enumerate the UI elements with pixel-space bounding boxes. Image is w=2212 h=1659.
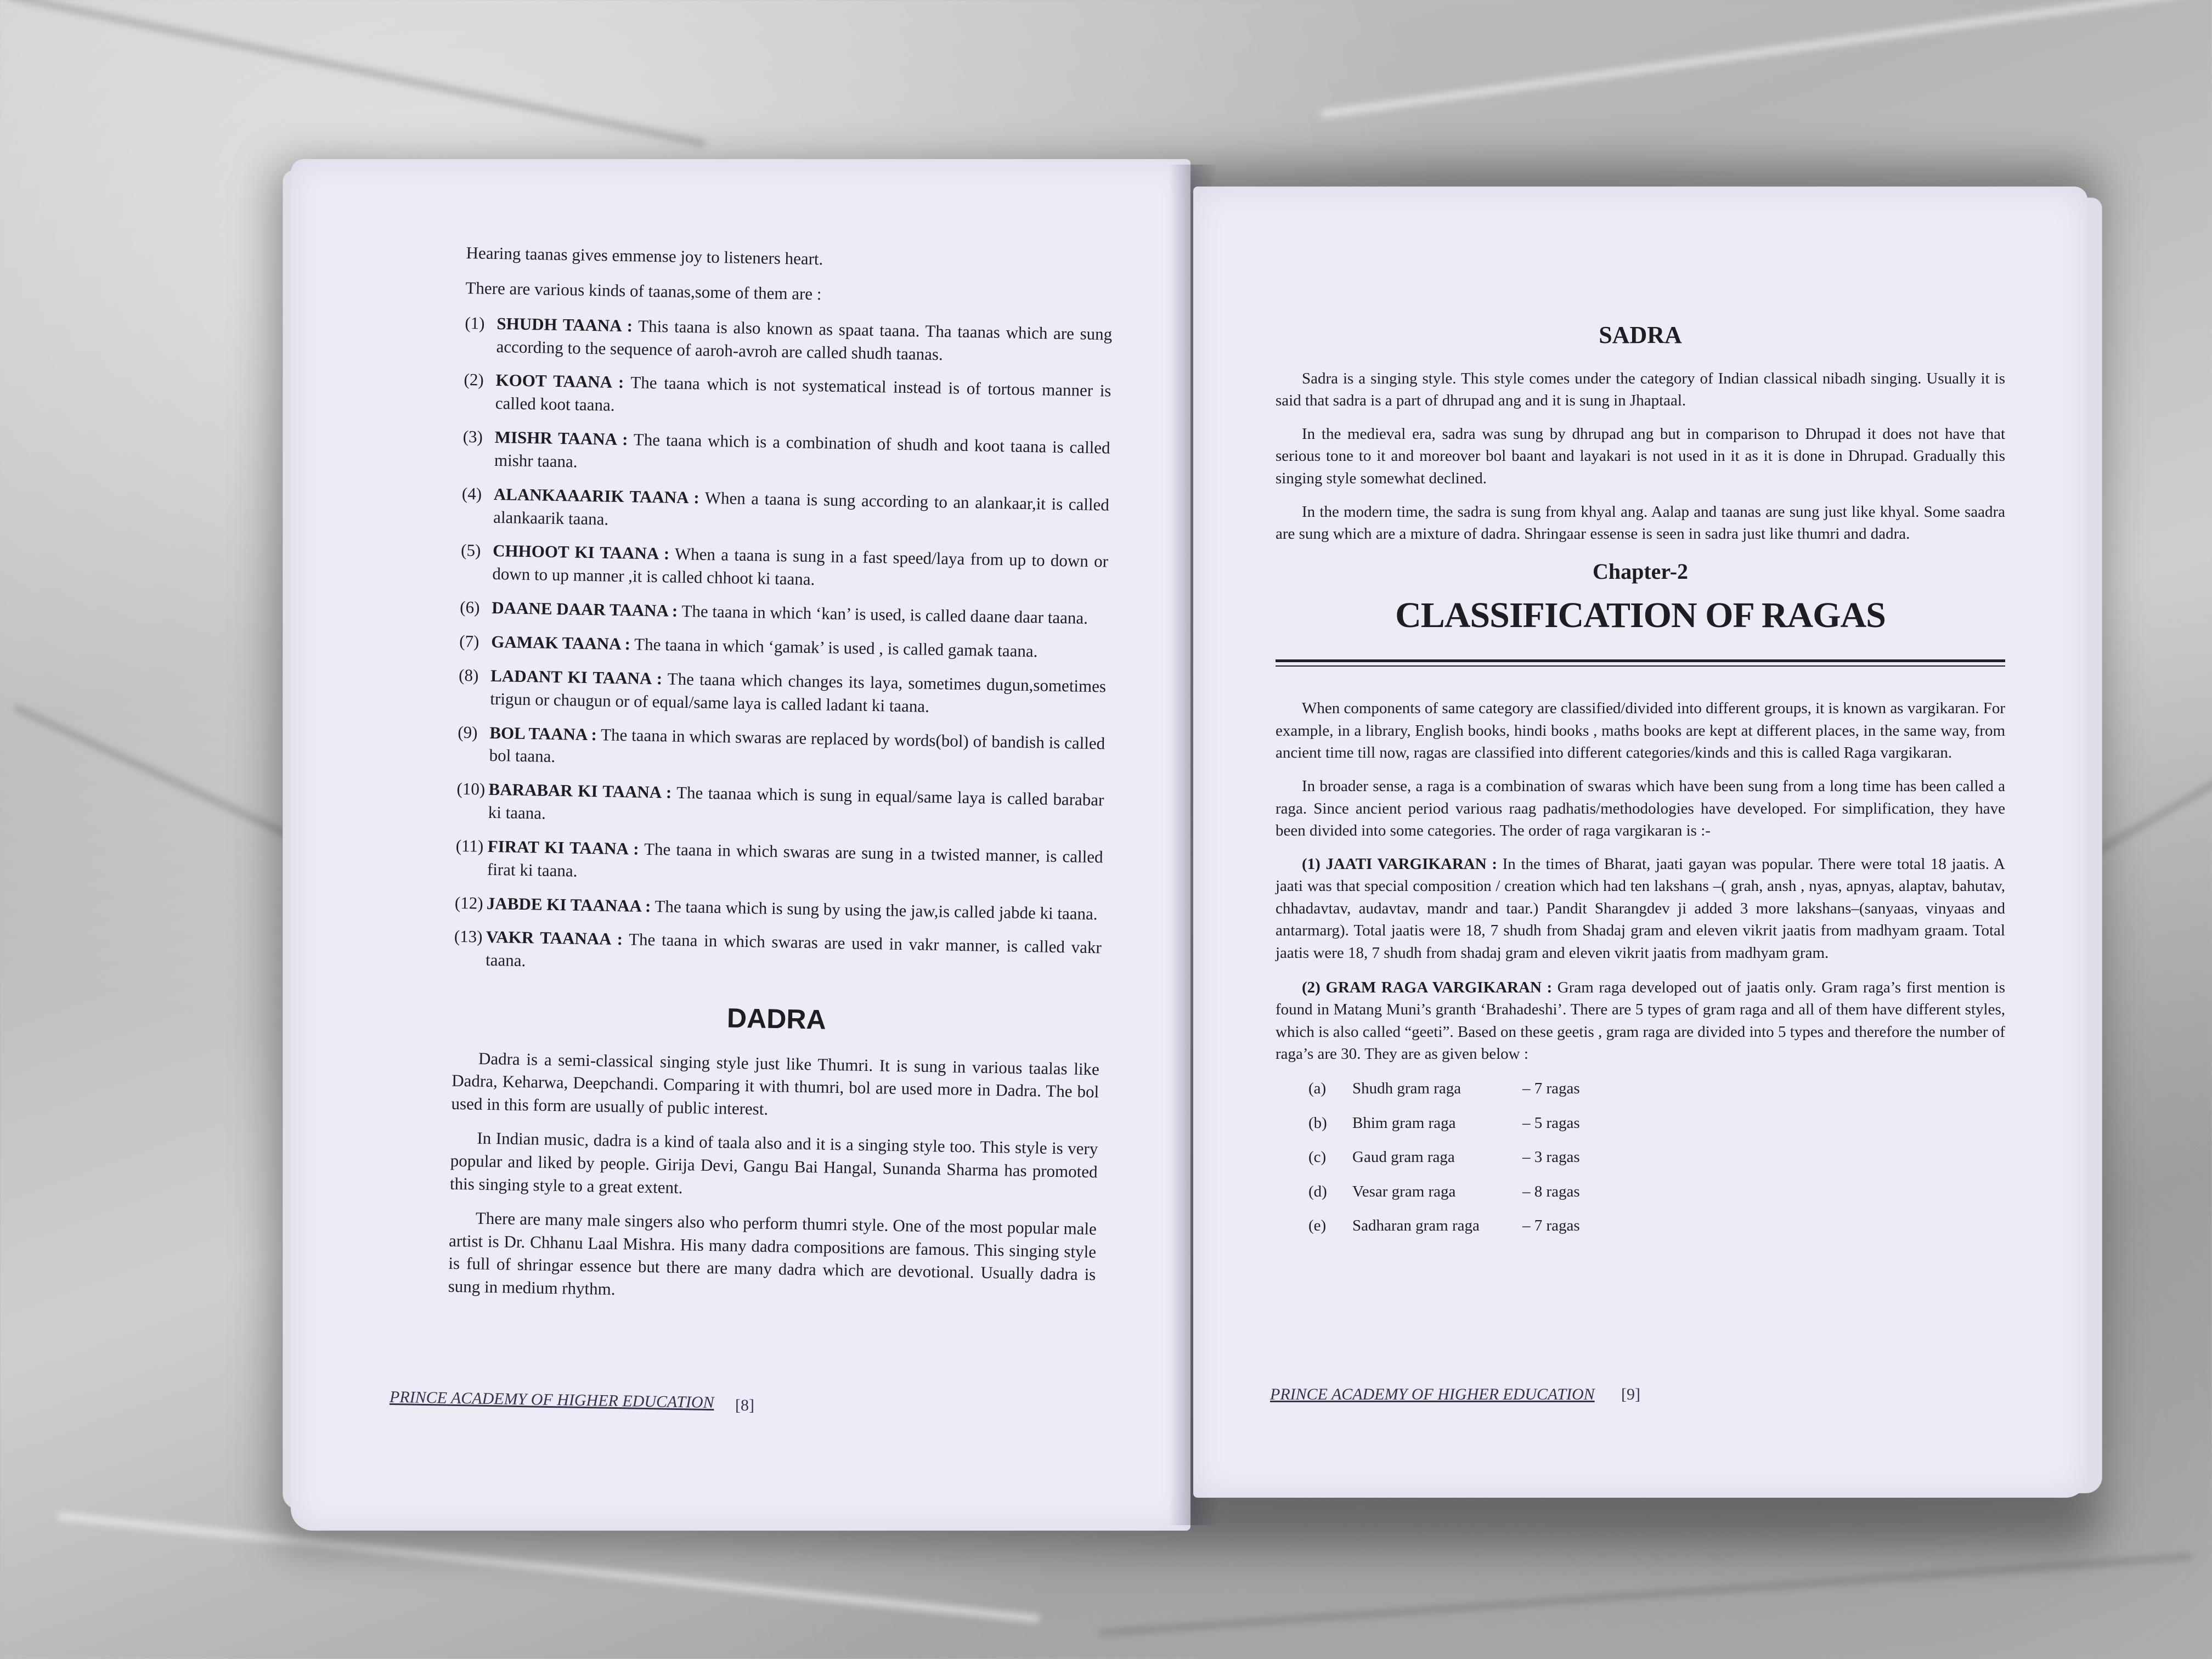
section-title-sadra: SADRA — [1599, 321, 1682, 348]
item-text — [492, 539, 1108, 596]
sadra-paragraph: In the medieval era, sadra was sung by dhrupad ang but in comparison to Dhrupad it does not have that serious tone to it and moreover bol baant and layakari is not used in it as it is done in Dhrupad. Gradually this singing style somewhat declined. — [1276, 425, 2005, 487]
item-key: (a) — [1308, 1080, 1327, 1098]
dadra-paragraph: Dadra is a semi-classical singing style just like Thumri. It is sung in various taalas like Dadra, Keharwa, Deepchandi. Comparing it with thumri, bol are used more in Dadra. The bol used in this form are usually of public interest. — [451, 1048, 1100, 1119]
item-key: (e) — [1308, 1217, 1327, 1235]
intro-line: Hearing taanas gives emmense joy to listeners heart. — [466, 242, 823, 269]
marble-vein — [7, 0, 707, 148]
list-item — [1308, 1181, 2005, 1203]
item-text — [491, 630, 1107, 664]
dadra-paragraph: There are many male singers also who perform thumri style. One of the most popular male artist is Dr. Chhanu Laal Mishra. His many dadra compositions are famous. This singing style is full of shringar essence but there are many dadra which are devotional. Usually dadra is sung in medium rhythm. — [448, 1208, 1097, 1299]
item-term: BOL TAANA : — [489, 723, 597, 744]
item-desc: When a taana is sung according to an alankaar,it is called alankaarik taana. — [493, 488, 1110, 529]
item-name: Shudh gram raga — [1352, 1080, 1462, 1098]
item-key: (c) — [1308, 1148, 1327, 1166]
list-item — [454, 925, 1102, 982]
sadra-paragraph: Sadra is a singing style. This style comes under the category of Indian classical nibadh singing. Usually it is said that sadra is a part of dhrupad ang and it is sung in Jhaptaal. — [1276, 369, 2005, 410]
item-text — [490, 664, 1106, 721]
item-number: (9) — [458, 722, 478, 742]
marble-vein — [1321, 0, 2191, 118]
item-desc: The taana which is sung by using the jaw,is called jabde ki taana. — [654, 896, 1098, 923]
item-name: Bhim gram raga — [1352, 1114, 1456, 1132]
item-count: – 5 ragas — [1522, 1114, 1580, 1132]
list-item — [455, 834, 1103, 891]
right-page — [1193, 187, 2087, 1498]
left-page — [291, 159, 1190, 1531]
list-item — [1308, 1146, 2005, 1169]
page-footer: PRINCE ACADEMY OF HIGHER EDUCATION — [1270, 1385, 1595, 1403]
marble-vein — [13, 703, 294, 840]
gram-raga-list — [1308, 1077, 2005, 1237]
item-term: MISHR TAANA : — [494, 427, 628, 449]
item-term: SHUDH TAANA : — [496, 313, 633, 335]
item-text — [487, 835, 1103, 891]
item-count: – 7 ragas — [1522, 1217, 1580, 1235]
item-term: GAMAK TAANA : — [490, 631, 631, 654]
sadra-paragraph: In the modern time, the sadra is sung from khyal ang. Aalap and taanas are sung just like khyal. Some saadra are sung which are a mixture of dadra. Shringaar essense is seen in sadra just like thumri and dadra. — [1276, 503, 2005, 543]
item-number: (4) — [461, 483, 482, 504]
item-term: BARABAR KI TAANA : — [488, 780, 672, 802]
item-key: (d) — [1308, 1182, 1327, 1200]
item-count: – 7 ragas — [1522, 1080, 1580, 1098]
item-desc: The taana which is a combination of shudh and koot taana is called mishr taana. — [494, 430, 1110, 471]
body-paragraph: When components of same category are classified/divided into different groups, it is known as vargikaran. For example, in a library, English books, hindi books , maths books are kept at different places, in the same way, from ancient time till now, ragas are classified into different categories/kinds and this is called Raga vargikaran. — [1276, 699, 2005, 762]
gram-text: Gram raga developed out of jaatis only. Gram raga’s first mention is found in Matang Muni’s granth ‘Brahadeshi’. There are 5 types of gram raga and all of them have different styles, which is also called “geeti”. Based on these geetis , gram raga are divided into 5 types and therefore the number of raga’s are 30. They are as given below : — [1276, 978, 2006, 1063]
body-paragraph: In broader sense, a raga is a combination of swaras which have been sung from a long time has been called a raga. Since ancient period various raag padhatis/methodologies have developed. For simplification, they have been divided into some categories. The order of raga vargikaran is :- — [1276, 777, 2005, 840]
item-desc: The taana in which swaras are replaced by words(bol) of bandish is called bol taana. — [489, 724, 1105, 766]
item-number: (6) — [460, 597, 480, 617]
list-item — [460, 596, 1108, 630]
chapter-rule — [1276, 665, 2005, 667]
intro-line: There are various kinds of taanas,some of them are : — [465, 278, 822, 304]
item-number: (10) — [456, 779, 486, 799]
marble-vein — [1098, 1553, 2193, 1637]
chapter-label: Chapter-2 — [1592, 558, 1689, 584]
item-number: (13) — [454, 927, 483, 947]
page-number: [9] — [1621, 1385, 1640, 1403]
chapter-title: CLASSIFICATION OF RAGAS — [1395, 595, 1886, 635]
list-item — [462, 425, 1110, 482]
item-desc: The taanaa which is sung in equal/same laya is called barabar ki taana. — [488, 783, 1104, 823]
item-desc: This taana is also known as spaat taana. Tha taanas which are sung according to the sequence of aaroh-avroh are called shudh taanas. — [496, 316, 1113, 364]
item-desc: The taana in which swaras are sung in a twisted manner, is called firat ki taana. — [487, 839, 1103, 881]
page-number: [8] — [735, 1396, 754, 1414]
item-count: – 8 ragas — [1522, 1182, 1580, 1200]
list-item — [459, 630, 1107, 664]
item-number: (3) — [462, 427, 483, 447]
item-count: – 3 ragas — [1522, 1148, 1580, 1166]
jaati-text: In the times of Bharat, jaati gayan was popular. There were total 18 jaatis. A jaati was that special composition / creation which had ten lakshans –( grah, ansh , nyas, apnyas, alaptav, bahutav, chhadavtav, audavtav, mandr and taar.) Pandit Sharangdev ji added 3 more lakshans–(sanyaas, vinyaas and antarmarg). Total jaatis were 18, 7 shudh from Shadaj gram and eleven vikrit jaatis from madhyam graam. Total jaatis were 18, 7 shudh from shadaj gram and eleven vikrit jaatis from madhyam gram. — [1276, 855, 2005, 962]
section-title-dadra: DADRA — [726, 1002, 827, 1035]
item-term: JABDE KI TAANAA : — [486, 893, 651, 916]
item-term: FIRAT KI TAANA : — [487, 836, 639, 859]
item-key: (b) — [1308, 1114, 1327, 1132]
item-desc: The taana in which swaras are used in vakr manner, is called vakr taana. — [485, 929, 1102, 970]
item-desc: When a taana is sung in a fast speed/laya from up to down or down to up manner ,it is called chhoot ki taana. — [492, 544, 1109, 589]
list-item — [1308, 1215, 2005, 1237]
item-text — [492, 596, 1108, 630]
item-desc: The taana which changes its laya, sometimes dugun,sometimes trigun or chaugun or of equal/same laya is called ladant ki taana. — [490, 669, 1107, 716]
list-item — [458, 664, 1106, 721]
item-text — [489, 721, 1105, 777]
item-term: LADANT KI TAANA : — [490, 665, 663, 689]
item-number: (2) — [464, 370, 484, 390]
item-text — [495, 369, 1111, 425]
item-text — [496, 312, 1112, 369]
item-desc: The taana which is not systematical instead is of tortous manner is called koot taana. — [495, 373, 1111, 415]
item-term: CHHOOT KI TAANA : — [492, 541, 670, 563]
item-text — [487, 891, 1103, 925]
right-page-content — [1276, 318, 2005, 1249]
list-item — [1308, 1077, 2005, 1100]
item-number: (12) — [454, 893, 483, 913]
item-text — [494, 426, 1110, 482]
list-item — [457, 720, 1105, 777]
item-term: DAANE DAAR TAANA : — [492, 598, 678, 620]
item-name: Vesar gram raga — [1352, 1182, 1456, 1200]
page-footer: PRINCE ACADEMY OF HIGHER EDUCATION — [389, 1387, 714, 1412]
item-term: KOOT TAANA : — [495, 370, 624, 392]
item-name: Sadharan gram raga — [1352, 1217, 1480, 1235]
gram-paragraph — [1276, 977, 2005, 1065]
list-item — [456, 777, 1104, 834]
jaati-paragraph — [1276, 853, 2005, 964]
item-number: (5) — [460, 540, 481, 560]
list-item — [460, 539, 1108, 596]
item-text — [493, 483, 1109, 539]
list-item — [464, 368, 1111, 425]
left-page-content — [448, 241, 1114, 1320]
list-item — [464, 312, 1112, 369]
chapter-rule — [1276, 659, 2005, 662]
dadra-paragraph: In Indian music, dadra is a kind of taala also and it is a singing style too. This style is very popular and liked by people. Girija Devi, Gangu Bai Hangal, Sunanda Sharma has promoted this singing style to a great extent. — [449, 1128, 1098, 1197]
item-number: (1) — [465, 313, 485, 333]
item-number: (7) — [459, 631, 479, 651]
item-text — [488, 778, 1104, 834]
item-term: ALANKAAARIK TAANA : — [493, 484, 700, 507]
item-number: (8) — [458, 665, 479, 685]
item-text — [486, 926, 1102, 982]
list-item — [455, 891, 1103, 925]
subheading: (1) JAATI VARGIKARAN : — [1302, 855, 1497, 873]
item-term: VAKR TAANAA : — [486, 927, 623, 949]
list-item — [1308, 1112, 2005, 1135]
item-desc: The taana in which ‘gamak’ is used , is called gamak taana. — [634, 634, 1038, 661]
list-item — [461, 482, 1109, 539]
taana-list — [454, 312, 1113, 983]
item-number: (11) — [455, 836, 484, 856]
subheading: (2) GRAM RAGA VARGIKARAN : — [1302, 978, 1553, 996]
item-name: Gaud gram raga — [1352, 1148, 1455, 1166]
item-desc: The taana in which ‘kan’ is used, is called daane daar taana. — [681, 601, 1088, 628]
